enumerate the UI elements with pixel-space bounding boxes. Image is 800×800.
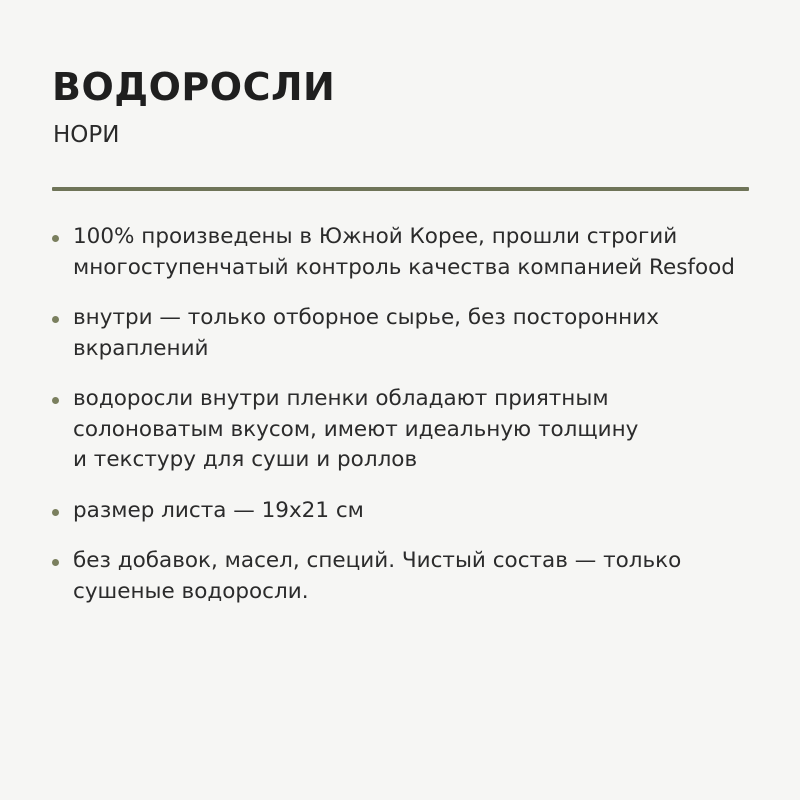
feature-text: 100% произведены в Южной Корее, прошли строгий многоступенчатый контроль качества компанией Resfood — [73, 224, 735, 280]
bullet-dot-icon — [52, 559, 59, 566]
feature-item — [52, 384, 762, 476]
feature-item — [52, 546, 762, 607]
bullet-dot-icon — [52, 316, 59, 323]
feature-item — [52, 303, 762, 364]
bullet-dot-icon — [52, 235, 59, 242]
feature-text: внутри — только отборное сырье, без посторонних вкраплений — [73, 305, 659, 361]
header-divider — [52, 187, 749, 191]
product-subtitle: НОРИ — [53, 122, 120, 148]
feature-item — [52, 496, 762, 527]
product-title: ВОДОРОСЛИ — [52, 65, 336, 109]
feature-list — [52, 222, 762, 627]
feature-text: без добавок, масел, специй. Чистый состав — только сушеные водоросли. — [73, 548, 682, 604]
feature-text: размер листа — 19х21 см — [73, 497, 364, 523]
feature-item — [52, 222, 762, 283]
feature-text: водоросли внутри пленки обладают приятным солоноватым вкусом, имеют идеальную толщину и текстуру для суши и роллов — [73, 386, 639, 472]
bullet-dot-icon — [52, 509, 59, 516]
bullet-dot-icon — [52, 397, 59, 404]
